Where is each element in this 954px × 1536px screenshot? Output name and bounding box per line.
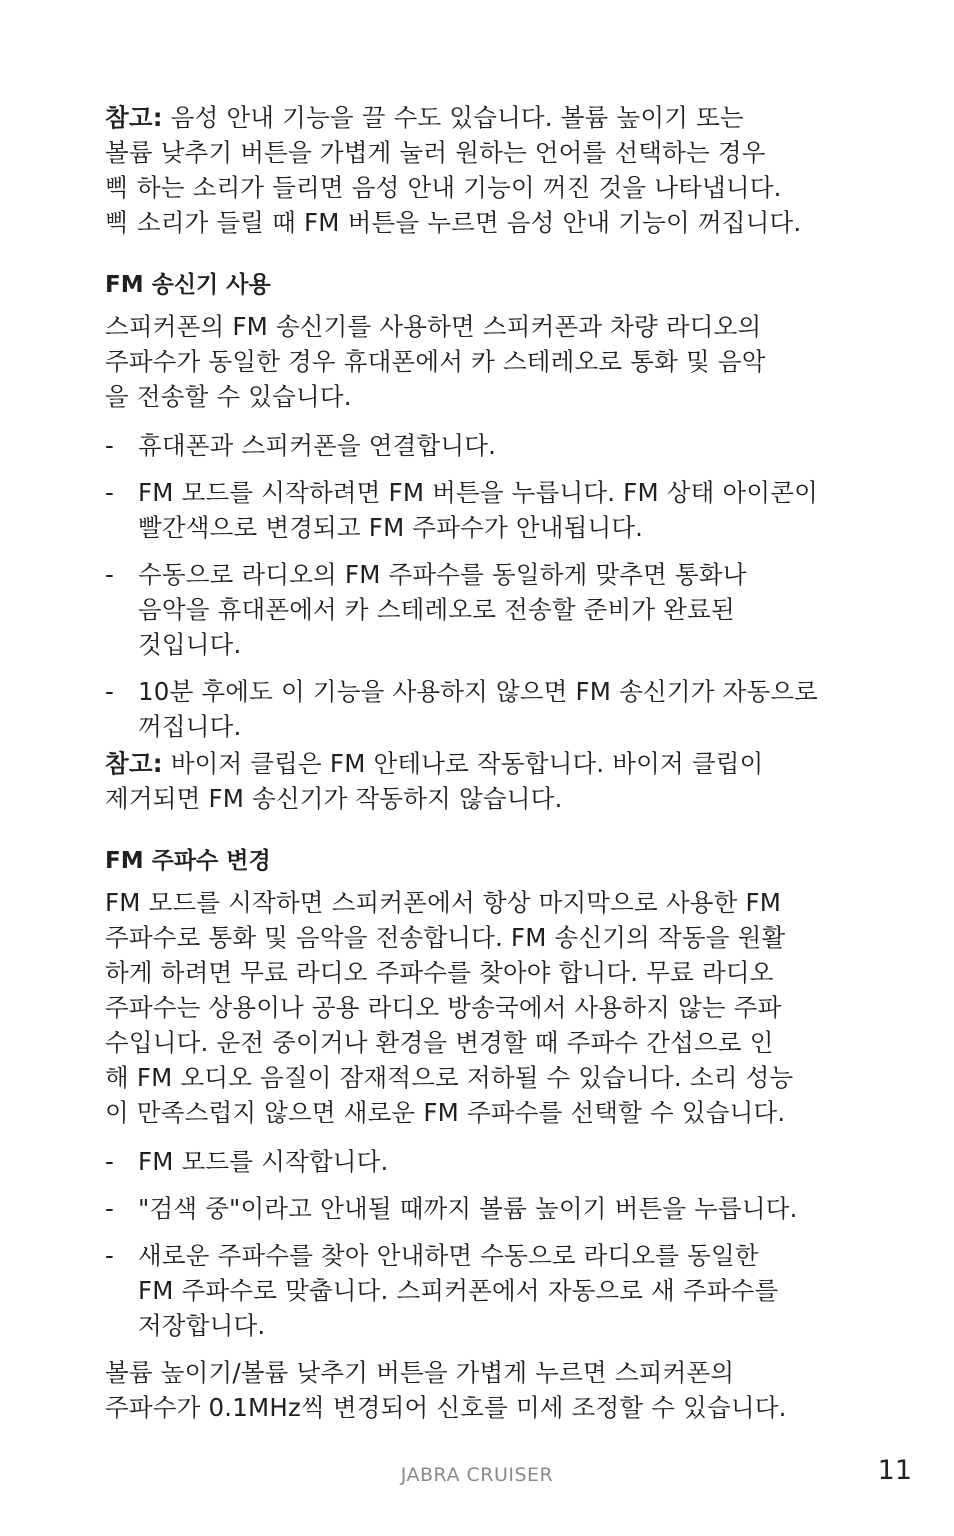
frequency-steps-list — [105, 1144, 855, 1343]
list-item — [105, 475, 855, 545]
dash-bullet: - — [105, 677, 115, 706]
page-number: 11 — [877, 1455, 912, 1486]
intro-note — [105, 100, 855, 240]
list-item-text: FM 모드를 시작합니다. — [138, 1147, 389, 1176]
fm-steps-list — [105, 428, 855, 744]
note-label: 참고: — [105, 103, 163, 132]
list-item — [105, 674, 855, 744]
note-text: 바이저 클립은 FM 안테나로 작동합니다. 바이저 클립이 제거되면 FM 송신기가 작동하지 않습니다. — [105, 749, 764, 813]
list-item-text: 휴대폰과 스피커폰을 연결합니다. — [138, 431, 497, 460]
list-item-text: FM 모드를 시작하려면 FM 버튼을 누릅니다. FM 상태 아이콘이 빨간색으로 변경되고 FM 주파수가 안내됩니다. — [138, 478, 818, 542]
list-item — [105, 1144, 855, 1179]
list-item — [105, 1238, 855, 1343]
fm-note — [105, 746, 855, 816]
closing-paragraph: 볼륨 높이기/볼륨 낮추기 버튼을 가볍게 누르면 스피커폰의 주파수가 0.1MHz씩 변경되어 신호를 미세 조정할 수 있습니다. — [105, 1358, 787, 1422]
dash-bullet: - — [105, 1241, 115, 1270]
list-item — [105, 428, 855, 463]
list-item-text: 10분 후에도 이 기능을 사용하지 않으면 FM 송신기가 자동으로 꺼집니다. — [138, 677, 819, 741]
list-item-text: 새로운 주파수를 찾아 안내하면 수동으로 라디오를 동일한 FM 주파수로 맞춥니다. 스피커폰에서 자동으로 새 주파수를 저장합니다. — [138, 1241, 779, 1340]
list-item-text: 수동으로 라디오의 FM 주파수를 동일하게 맞추면 통화나 음악을 휴대폰에서 카 스테레오로 전송할 준비가 완료된 것입니다. — [138, 560, 747, 659]
section-heading-change-frequency: FM 주파수 변경 — [105, 848, 271, 874]
list-item — [105, 1191, 855, 1226]
section-heading-fm-transmitter: FM 송신기 사용 — [105, 272, 271, 298]
page-content — [105, 100, 855, 1425]
dash-bullet: - — [105, 431, 115, 460]
dash-bullet: - — [105, 560, 115, 589]
footer-brand: JABRA CRUISER — [400, 1464, 554, 1486]
dash-bullet: - — [105, 478, 115, 507]
fm-intro-paragraph: 스피커폰의 FM 송신기를 사용하면 스피커폰과 차량 라디오의 주파수가 동일한 경우 휴대폰에서 카 스테레오로 통화 및 음악 을 전송할 수 있습니다. — [105, 312, 766, 411]
dash-bullet: - — [105, 1194, 115, 1223]
frequency-paragraph: FM 모드를 시작하면 스피커폰에서 항상 마지막으로 사용한 FM 주파수로 통화 및 음악을 전송합니다. FM 송신기의 작동을 원활 하게 하려면 무료 라디오 주파수를 찾아야 합니다. 무료 라디오 주파수는 상용이나 공용 라디오 방송국에서 사용하지 않는 주파 수입니다. 운전 중이거나 환경을 변경할 때 주파수 간섭으로 인 해 FM 오디오 음질이 잠재적으로 저하될 수 있습니다. 소리 성능 이 만족스럽지 않으면 새로운 FM 주파수를 선택할 수 있습니다. — [105, 888, 794, 1127]
list-item — [105, 557, 855, 662]
list-item-text: "검색 중"이라고 안내될 때까지 볼륨 높이기 버튼을 누릅니다. — [138, 1194, 798, 1223]
note-text: 음성 안내 기능을 끌 수도 있습니다. 볼륨 높이기 또는 볼륨 낮추기 버튼을 가볍게 눌러 원하는 언어를 선택하는 경우 삑 하는 소리가 들리면 음성 안내 기능이 꺼진 것을 나타냅니다. 삑 소리가 들릴 때 FM 버튼을 누르면 음성 안내 기능이 꺼집니다. — [105, 103, 802, 237]
dash-bullet: - — [105, 1147, 115, 1176]
note-label: 참고: — [105, 749, 163, 778]
